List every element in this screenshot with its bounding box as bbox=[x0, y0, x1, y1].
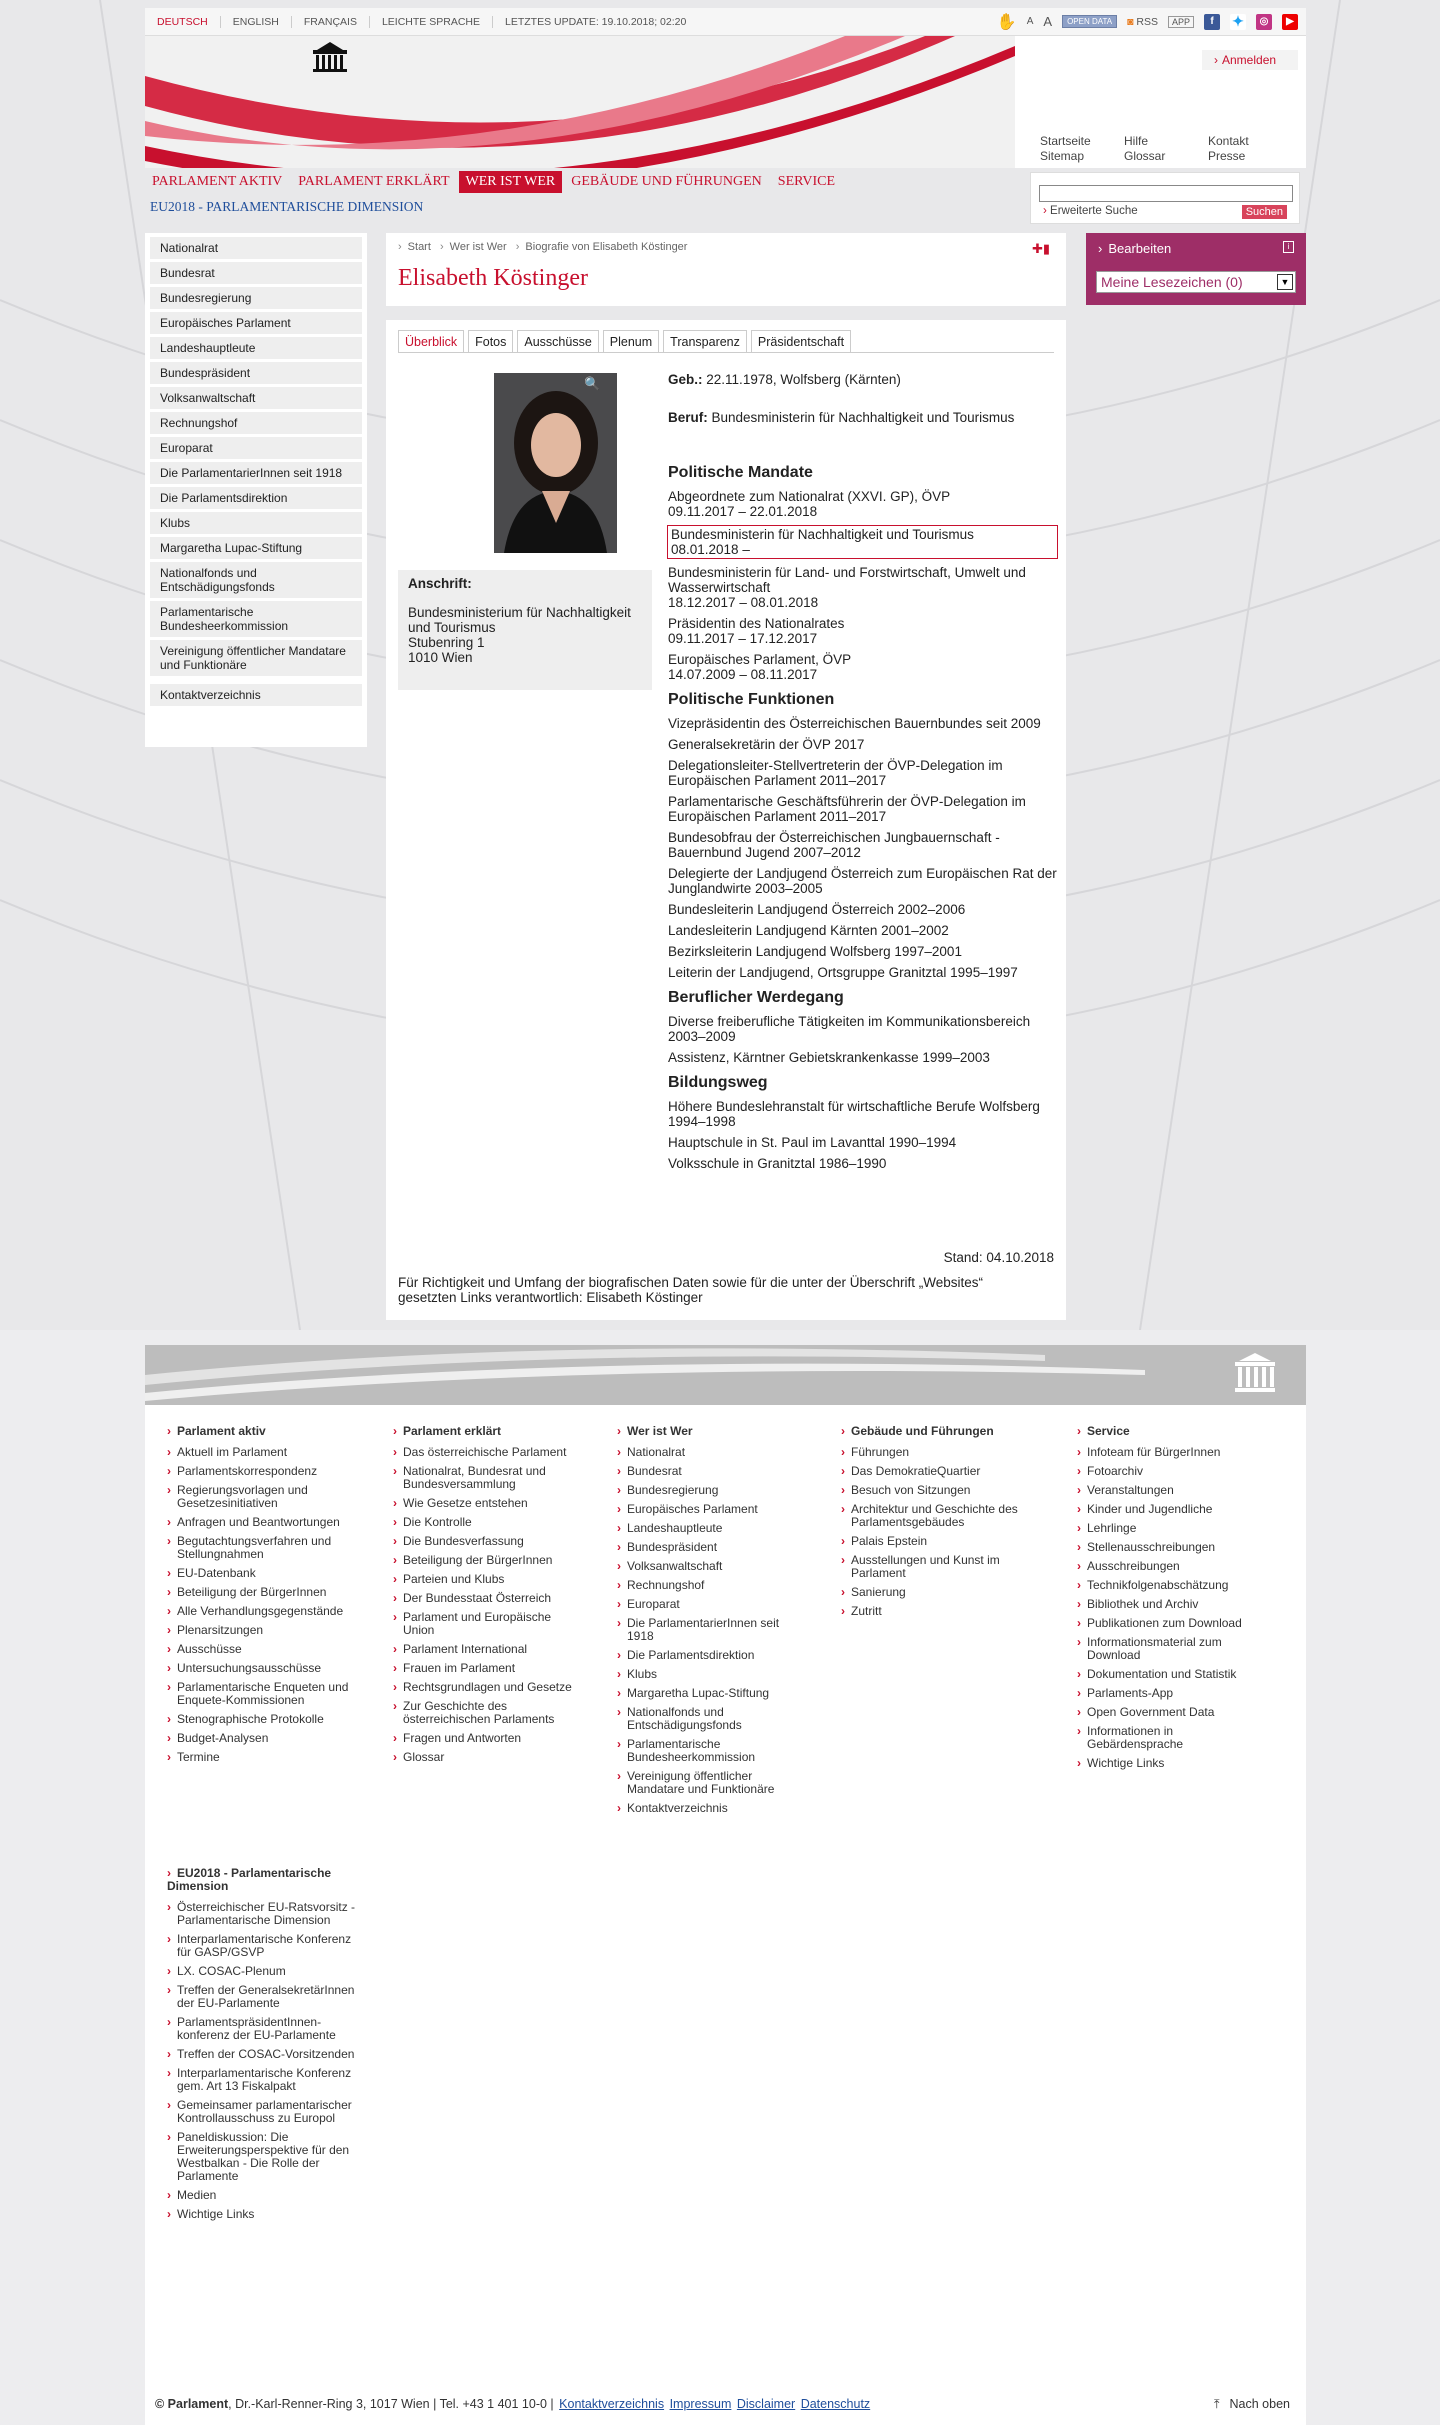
footer-link[interactable]: › Lehrlinge bbox=[1077, 1522, 1267, 1535]
sign-language-icon[interactable]: ✋ bbox=[996, 13, 1017, 31]
bio-item: Abgeordnete zum Nationalrat (XXVI. GP), ÖVP 09.11.2017 – 22.01.2018 bbox=[668, 489, 951, 519]
footer-link[interactable]: › Parlamentskorrespondenz bbox=[167, 1465, 357, 1478]
footer-column-title[interactable]: › Wer ist Wer bbox=[617, 1425, 807, 1438]
page-title: Elisabeth Köstinger bbox=[398, 265, 588, 291]
footer-link[interactable]: › Wichtige Links bbox=[1077, 1757, 1267, 1770]
title-box bbox=[386, 233, 1066, 306]
copyright-brand: © Parlament bbox=[155, 2397, 229, 2411]
nav-eu2018[interactable]: EU2018 - PARLAMENTARISCHE DIMENSION bbox=[150, 199, 424, 214]
bio-item: Präsidentin des Nationalrates 09.11.2017 – 17.12.2017 bbox=[668, 616, 845, 646]
footer-link[interactable]: › Die Bundesverfassung bbox=[393, 1535, 583, 1548]
rss-link[interactable] bbox=[1127, 16, 1158, 28]
bio-section-title: Beruflicher Werdegang bbox=[668, 989, 844, 1006]
link-impressum[interactable]: Impressum bbox=[669, 2397, 732, 2411]
footer-link[interactable]: › Österreichischer EU-Ratsvorsitz - Parlamentarische Dimension bbox=[167, 1901, 367, 1927]
lang-english[interactable]: ENGLISH bbox=[221, 16, 292, 28]
address-line: 1010 Wien bbox=[408, 650, 473, 665]
biography bbox=[668, 372, 1058, 1177]
footer-column bbox=[167, 1425, 357, 1770]
footer-link[interactable]: › ParlamentspräsidentInnen-konferenz der EU-Parlamente bbox=[167, 2016, 367, 2042]
footer bbox=[145, 1345, 1306, 2425]
top-bar bbox=[145, 8, 1306, 36]
footer-link[interactable]: › Kontaktverzeichnis bbox=[617, 1802, 807, 1815]
breadcrumb bbox=[398, 241, 693, 253]
bio-section-title: Politische Mandate bbox=[668, 464, 813, 481]
footer-link[interactable]: › Plenarsitzungen bbox=[167, 1624, 357, 1637]
footer-link[interactable]: › Kinder und Jugendliche bbox=[1077, 1503, 1267, 1516]
footer-link[interactable]: › Technikfolgenabschätzung bbox=[1077, 1579, 1267, 1592]
footer-link[interactable]: › Anfragen und Beantwortungen bbox=[167, 1516, 357, 1529]
bio-item: Generalsekretärin der ÖVP 2017 bbox=[668, 737, 865, 752]
sidebar-item[interactable]: Die Parlamentsdirektion bbox=[150, 487, 362, 509]
search-box bbox=[1030, 172, 1300, 224]
sidebar-item[interactable]: Bundespräsident bbox=[150, 362, 362, 384]
arrow-up-icon: ⤒ bbox=[1214, 2397, 1220, 2411]
breadcrumb-current: Biografie von Elisabeth Köstinger bbox=[525, 241, 688, 253]
nav-parlament-aktiv[interactable]: PARLAMENT AKTIV bbox=[152, 174, 283, 189]
footer-link[interactable]: › Beteiligung der BürgerInnen bbox=[167, 1586, 357, 1599]
footer-link[interactable]: › Rechtsgrundlagen und Gesetze bbox=[393, 1681, 583, 1694]
twitter-icon[interactable]: ✦ bbox=[1230, 14, 1246, 30]
back-to-top[interactable] bbox=[1214, 2397, 1290, 2412]
footer-link[interactable]: › Stellenausschreibungen bbox=[1077, 1541, 1267, 1554]
footer-link[interactable]: › Regierungsvorlagen und Gesetzesinitiativen bbox=[167, 1484, 357, 1510]
last-update: LETZTES UPDATE: 19.10.2018; 02:20 bbox=[505, 15, 687, 28]
bio-item: Hauptschule in St. Paul im Lavanttal 1990–1994 bbox=[668, 1135, 957, 1150]
footer-link[interactable]: › Budget-Analysen bbox=[167, 1732, 357, 1745]
link-kontaktverzeichnis[interactable]: Kontaktverzeichnis bbox=[559, 2397, 665, 2411]
footer-link[interactable]: › Parteien und Klubs bbox=[393, 1573, 583, 1586]
service-links bbox=[1040, 134, 1292, 163]
footer-link[interactable]: › Bundespräsident bbox=[617, 1541, 807, 1554]
chevron-right-icon: › bbox=[515, 241, 520, 253]
footer-link[interactable]: › Parlament International bbox=[393, 1643, 583, 1656]
footer-column bbox=[393, 1425, 583, 1770]
copyright bbox=[155, 2397, 870, 2411]
footer-link[interactable]: › Gemeinsamer parlamentarischer Kontrollausschuss zu Europol bbox=[167, 2099, 367, 2125]
footer-link[interactable]: › Landeshauptleute bbox=[617, 1522, 807, 1535]
font-large-button[interactable]: A bbox=[1043, 14, 1053, 29]
footer-column bbox=[841, 1425, 1031, 1624]
app-button[interactable]: APP bbox=[1168, 16, 1194, 28]
footer-link[interactable]: › Begutachtungsverfahren und Stellungnahmen bbox=[167, 1535, 357, 1561]
footer-link[interactable]: › Vereinigung öffentlicher Mandatare und Funktionäre bbox=[617, 1770, 807, 1796]
footer-link[interactable]: › Glossar bbox=[393, 1751, 583, 1764]
footer-link[interactable]: › Margaretha Lupac-Stiftung bbox=[617, 1687, 807, 1700]
tab-ausschuesse[interactable]: Ausschüsse bbox=[517, 330, 598, 353]
sidebar-item[interactable]: Vereinigung öffentlicher Mandatare und Funktionäre bbox=[150, 640, 362, 676]
bio-item: Bundesobfrau der Österreichischen Jungbauernschaft - Bauernbund Jugend 2007–2012 bbox=[668, 830, 1000, 860]
footer-link[interactable]: › Sanierung bbox=[841, 1586, 1031, 1599]
bookmarks-select[interactable] bbox=[1096, 271, 1296, 293]
address-box bbox=[398, 570, 652, 690]
stand-date: Stand: 04.10.2018 bbox=[943, 1250, 1054, 1265]
tab-transparenz[interactable]: Transparenz bbox=[663, 330, 747, 353]
footer-link[interactable]: › Treffen der COSAC-Vorsitzenden bbox=[167, 2048, 367, 2061]
nav-gebaeude[interactable]: GEBÄUDE UND FÜHRUNGEN bbox=[571, 174, 762, 189]
link-disclaimer[interactable]: Disclaimer bbox=[736, 2397, 796, 2411]
breadcrumb-start[interactable]: Start bbox=[407, 241, 431, 253]
footer-link[interactable]: › Medien bbox=[167, 2189, 367, 2202]
footer-link[interactable]: › Paneldiskussion: Die Erweiterungsperspektive für den Westbalkan - Die Rolle der Parlamente bbox=[167, 2131, 367, 2183]
bio-item: Delegationsleiter-Stellvertreterin der ÖVP-Delegation im Europäischen Parlament 2011–2017 bbox=[668, 758, 1003, 788]
footer-column bbox=[1077, 1425, 1267, 1776]
chevron-right-icon: › bbox=[1214, 53, 1218, 67]
footer-column bbox=[167, 1867, 367, 2227]
lang-francais[interactable]: FRANÇAIS bbox=[292, 16, 370, 28]
born-row bbox=[668, 372, 1058, 387]
breadcrumb-wer-ist-wer[interactable]: Wer ist Wer bbox=[449, 241, 507, 253]
footer-link[interactable]: › Parlament und Europäische Union bbox=[393, 1611, 583, 1637]
sidebar-item[interactable]: Margaretha Lupac-Stiftung bbox=[150, 537, 362, 559]
footer-link[interactable]: › Infoteam für BürgerInnen bbox=[1077, 1446, 1267, 1459]
footer-link[interactable]: › Stenographische Protokolle bbox=[167, 1713, 357, 1726]
footer-link[interactable]: › Aktuell im Parlament bbox=[167, 1446, 357, 1459]
instagram-icon[interactable]: ◎ bbox=[1256, 14, 1272, 30]
login-label: Anmelden bbox=[1222, 53, 1277, 67]
bookmark-add-icon[interactable]: ✚▮ bbox=[1031, 241, 1050, 256]
footer-banner bbox=[145, 1345, 1306, 1405]
link-sitemap[interactable]: Sitemap bbox=[1040, 149, 1085, 163]
sidebar-item[interactable]: Klubs bbox=[150, 512, 362, 534]
footer-link[interactable]: › Open Government Data bbox=[1077, 1706, 1267, 1719]
footer-link[interactable]: › Zur Geschichte des österreichischen Parlaments bbox=[393, 1700, 583, 1726]
content-box bbox=[386, 320, 1066, 1320]
sidebar-item[interactable]: Bundesrat bbox=[150, 262, 362, 284]
bio-item: Diverse freiberufliche Tätigkeiten im Kommunikationsbereich 2003–2009 bbox=[668, 1014, 1031, 1044]
tab-fotos[interactable]: Fotos bbox=[468, 330, 513, 353]
sidebar-item[interactable]: Die ParlamentarierInnen seit 1918 bbox=[150, 462, 362, 484]
footer-link[interactable]: › Wichtige Links bbox=[167, 2208, 367, 2221]
bio-item: Vizepräsidentin des Österreichischen Bauernbundes seit 2009 bbox=[668, 716, 1041, 731]
footer-link[interactable]: › Klubs bbox=[617, 1668, 807, 1681]
back-to-top-label: Nach oben bbox=[1229, 2397, 1290, 2411]
open-data-button[interactable]: OPEN DATA bbox=[1062, 15, 1117, 28]
sidebar-item[interactable]: Volksanwaltschaft bbox=[150, 387, 362, 409]
footer-link[interactable]: › Zutritt bbox=[841, 1605, 1031, 1618]
footer-link[interactable]: › Europarat bbox=[617, 1598, 807, 1611]
job-value: Bundesministerin für Nachhaltigkeit und Tourismus bbox=[711, 410, 1015, 425]
footer-link[interactable]: › Nationalrat, Bundesrat und Bundesversammlung bbox=[393, 1465, 583, 1491]
footer-link[interactable]: › Palais Epstein bbox=[841, 1535, 1031, 1548]
info-icon[interactable]: i bbox=[1283, 241, 1294, 253]
link-kontakt[interactable]: Kontakt bbox=[1208, 134, 1249, 148]
bookmark-widget bbox=[1086, 233, 1306, 305]
footer-link[interactable]: › Ausschreibungen bbox=[1077, 1560, 1267, 1573]
bio-item: Europäisches Parlament, ÖVP 14.07.2009 – 08.11.2017 bbox=[668, 652, 852, 682]
footer-link[interactable]: › Führungen bbox=[841, 1446, 1031, 1459]
sidebar-item[interactable]: Nationalrat bbox=[150, 237, 362, 259]
bookmarks-select-value: Meine Lesezeichen (0) bbox=[1101, 274, 1243, 290]
footer-link[interactable]: › EU-Datenbank bbox=[167, 1567, 357, 1580]
footer-link[interactable]: › Das DemokratieQuartier bbox=[841, 1465, 1031, 1478]
footer-link[interactable]: › Ausschüsse bbox=[167, 1643, 357, 1656]
job-label: Beruf: bbox=[668, 410, 708, 425]
link-startseite[interactable]: Startseite bbox=[1040, 134, 1091, 148]
sidebar-item[interactable]: Parlamentarische Bundesheerkommission bbox=[150, 601, 362, 637]
sidebar-item[interactable]: Rechnungshof bbox=[150, 412, 362, 434]
footer-link[interactable]: › Informationen in Gebärdensprache bbox=[1077, 1725, 1267, 1751]
footer-link[interactable]: › Europäisches Parlament bbox=[617, 1503, 807, 1516]
bio-item: Landesleiterin Landjugend Kärnten 2001–2002 bbox=[668, 923, 949, 938]
footer-link[interactable]: › Die Parlamentsdirektion bbox=[617, 1649, 807, 1662]
footer-link[interactable]: › Publikationen zum Download bbox=[1077, 1617, 1267, 1630]
lang-deutsch[interactable]: DEUTSCH bbox=[145, 16, 221, 28]
footer-link[interactable]: › Dokumentation und Statistik bbox=[1077, 1668, 1267, 1681]
footer-link[interactable]: › Volksanwaltschaft bbox=[617, 1560, 807, 1573]
bio-sections bbox=[668, 465, 1058, 1171]
footer-link[interactable]: › Der Bundesstaat Österreich bbox=[393, 1592, 583, 1605]
footer-link[interactable]: › Nationalfonds und Entschädigungsfonds bbox=[617, 1706, 807, 1732]
advanced-search-link[interactable] bbox=[1043, 205, 1138, 217]
footer-column-title[interactable]: › Parlament erklärt bbox=[393, 1425, 583, 1438]
address-line: Bundesministerium für Nachhaltigkeit und Tourismus bbox=[408, 605, 631, 635]
sidebar-item[interactable]: Europarat bbox=[150, 437, 362, 459]
footer-link[interactable]: › Bundesregierung bbox=[617, 1484, 807, 1497]
footer-column-title[interactable]: › EU2018 - Parlamentarische Dimension bbox=[167, 1867, 367, 1893]
sidebar-item[interactable]: Landeshauptleute bbox=[150, 337, 362, 359]
footer-column-title[interactable]: › Parlament aktiv bbox=[167, 1425, 357, 1438]
link-presse[interactable]: Presse bbox=[1208, 149, 1246, 163]
footer-link[interactable]: › Interparlamentarische Konferenz für GASP/GSVP bbox=[167, 1933, 367, 1959]
footer-link[interactable]: › LX. COSAC-Plenum bbox=[167, 1965, 367, 1978]
tab-praesidentschaft[interactable]: Präsidentschaft bbox=[751, 330, 851, 353]
footer-link[interactable]: › Ausstellungen und Kunst im Parlament bbox=[841, 1554, 1031, 1580]
link-glossar[interactable]: Glossar bbox=[1124, 149, 1166, 163]
address-label: Anschrift: bbox=[408, 576, 472, 591]
footer-link[interactable]: › Fotoarchiv bbox=[1077, 1465, 1267, 1478]
footer-link[interactable]: › Treffen der GeneralsekretärInnen der EU-Parlamente bbox=[167, 1984, 367, 2010]
footer-column bbox=[617, 1425, 807, 1821]
footer-link[interactable]: › Parlaments-App bbox=[1077, 1687, 1267, 1700]
facebook-icon[interactable]: f bbox=[1204, 14, 1220, 30]
footer-link[interactable]: › Untersuchungsausschüsse bbox=[167, 1662, 357, 1675]
footer-link[interactable]: › Alle Verhandlungsgegenstände bbox=[167, 1605, 357, 1618]
footer-link[interactable]: › Das österreichische Parlament bbox=[393, 1446, 583, 1459]
left-sidebar bbox=[145, 233, 367, 747]
job-row bbox=[668, 410, 1058, 425]
footer-column-title[interactable]: › Service bbox=[1077, 1425, 1267, 1438]
link-hilfe[interactable]: Hilfe bbox=[1124, 134, 1149, 148]
youtube-icon[interactable]: ▶ bbox=[1282, 14, 1298, 30]
footer-link[interactable]: › Parlamentarische Enqueten und Enquete-Kommissionen bbox=[167, 1681, 357, 1707]
nav-parlament-erklaert[interactable]: PARLAMENT ERKLÄRT bbox=[298, 174, 450, 189]
address-line: Stubenring 1 bbox=[408, 635, 485, 650]
search-button[interactable]: Suchen bbox=[1242, 205, 1287, 219]
bio-item: Assistenz, Kärntner Gebietskrankenkasse 1999–2003 bbox=[668, 1050, 990, 1065]
link-datenschutz[interactable]: Datenschutz bbox=[800, 2397, 871, 2411]
footer-link[interactable]: › Termine bbox=[167, 1751, 357, 1764]
font-small-button[interactable]: A bbox=[1026, 16, 1034, 27]
footer-link[interactable]: › Beteiligung der BürgerInnen bbox=[393, 1554, 583, 1567]
portrait-photo[interactable] bbox=[494, 373, 617, 553]
footer-link[interactable]: › Nationalrat bbox=[617, 1446, 807, 1459]
bio-item: Parlamentarische Geschäftsführerin der ÖVP-Delegation im Europäischen Parlament 2011–2017 bbox=[668, 794, 1026, 824]
disclaimer-text: Für Richtigkeit und Umfang der biografischen Daten sowie für die unter der Überschrift „Websites“ gesetzten Links verantwortlich: Elisabeth Köstinger bbox=[398, 1275, 984, 1305]
footer-link[interactable]: › Die ParlamentarierInnen seit 1918 bbox=[617, 1617, 807, 1643]
tab-bar bbox=[398, 330, 851, 353]
bio-item: Volksschule in Granitztal 1986–1990 bbox=[668, 1156, 887, 1171]
bio-item: Bundesministerin für Nachhaltigkeit und Tourismus 08.01.2018 – bbox=[667, 525, 1058, 559]
bio-item: Bundesleiterin Landjugend Österreich 2002–2006 bbox=[668, 902, 966, 917]
footer-link[interactable]: › Architektur und Geschichte des Parlamentsgebäudes bbox=[841, 1503, 1031, 1529]
bio-item: Bezirksleiterin Landjugend Wolfsberg 1997–2001 bbox=[668, 944, 962, 959]
sidebar-item[interactable]: Europäisches Parlament bbox=[150, 312, 362, 334]
footer-link[interactable]: › Besuch von Sitzungen bbox=[841, 1484, 1031, 1497]
born-label: Geb.: bbox=[668, 372, 703, 387]
footer-link[interactable]: › Wie Gesetze entstehen bbox=[393, 1497, 583, 1510]
widget-title[interactable]: › Bearbeiten bbox=[1098, 241, 1171, 256]
footer-link[interactable]: › Frauen im Parlament bbox=[393, 1662, 583, 1675]
bio-item: Bundesministerin für Land- und Forstwirtschaft, Umwelt und Wasserwirtschaft 18.12.2017 – 08.01.2018 bbox=[668, 565, 1026, 610]
footer-link[interactable]: › Fragen und Antworten bbox=[393, 1732, 583, 1745]
chevron-right-icon: › bbox=[1043, 205, 1047, 217]
nav-service[interactable]: SERVICE bbox=[777, 174, 836, 189]
footer-link[interactable]: › Bibliothek und Archiv bbox=[1077, 1598, 1267, 1611]
footer-link[interactable]: › Veranstaltungen bbox=[1077, 1484, 1267, 1497]
bio-section-title: Bildungsweg bbox=[668, 1074, 768, 1091]
advanced-search-label: Erweiterte Suche bbox=[1050, 205, 1138, 217]
bio-item: Delegierte der Landjugend Österreich zum Europäischen Rat der Junglandwirte 2003–2005 bbox=[668, 866, 1057, 896]
bio-item: Leiterin der Landjugend, Ortsgruppe Granitztal 1995–1997 bbox=[668, 965, 1018, 980]
chevron-right-icon: › bbox=[439, 241, 444, 253]
tab-plenum[interactable]: Plenum bbox=[603, 330, 659, 353]
footer-link[interactable]: › Die Kontrolle bbox=[393, 1516, 583, 1529]
footer-link[interactable]: › Rechnungshof bbox=[617, 1579, 807, 1592]
born-value: 22.11.1978, Wolfsberg (Kärnten) bbox=[706, 372, 901, 387]
tab-divider bbox=[398, 352, 1054, 353]
footer-link[interactable]: › Informationsmaterial zum Download bbox=[1077, 1636, 1267, 1662]
lang-leichte-sprache[interactable]: LEICHTE SPRACHE bbox=[370, 16, 493, 28]
footer-link[interactable]: › Bundesrat bbox=[617, 1465, 807, 1478]
magnifier-icon[interactable]: 🔍 bbox=[584, 376, 601, 391]
copyright-text: , Dr.-Karl-Renner-Ring 3, 1017 Wien | Tel. +43 1 401 10-0 | bbox=[228, 2397, 554, 2411]
rss-icon: ◙ bbox=[1127, 15, 1134, 28]
rss-label: RSS bbox=[1136, 15, 1158, 28]
chevron-right-icon: › bbox=[398, 241, 402, 253]
sidebar-item[interactable]: Kontaktverzeichnis bbox=[150, 684, 362, 706]
bio-section-title: Politische Funktionen bbox=[668, 691, 835, 708]
sidebar-item[interactable]: Bundesregierung bbox=[150, 287, 362, 309]
search-input[interactable] bbox=[1039, 185, 1293, 202]
sidebar-item[interactable]: Nationalfonds und Entschädigungsfonds bbox=[150, 562, 362, 598]
nav-wer-ist-wer[interactable]: WER IST WER bbox=[459, 171, 563, 193]
bio-item: Höhere Bundeslehranstalt für wirtschaftliche Berufe Wolfsberg 1994–1998 bbox=[668, 1099, 1040, 1129]
footer-link[interactable]: › Interparlamentarische Konferenz gem. Art 13 Fiskalpakt bbox=[167, 2067, 367, 2093]
dropdown-arrow-icon: ▼ bbox=[1277, 274, 1293, 290]
footer-link[interactable]: › Parlamentarische Bundesheerkommission bbox=[617, 1738, 807, 1764]
footer-column-title[interactable]: › Gebäude und Führungen bbox=[841, 1425, 1031, 1438]
login-button[interactable] bbox=[1202, 50, 1298, 70]
tab-ueberblick[interactable]: Überblick bbox=[398, 330, 464, 353]
